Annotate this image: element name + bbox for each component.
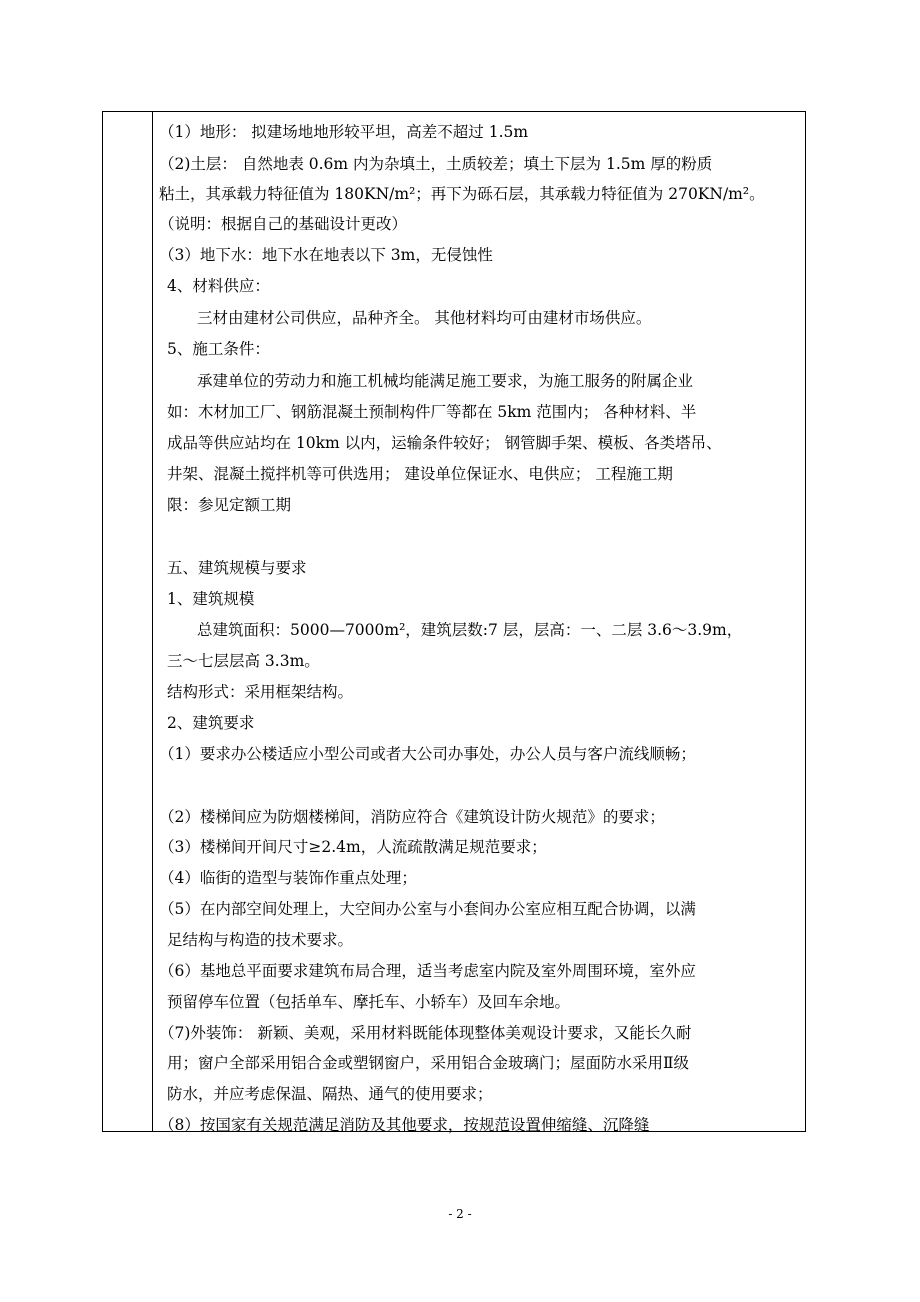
text-line: （7)外装饰： 新颖、美观，采用材料既能体现整体美观设计要求，又能长久耐 bbox=[159, 1024, 692, 1042]
text-line: （6）基地总平面要求建筑布局合理，适当考虑室内院及室外周围环境，室外应 bbox=[159, 962, 696, 980]
section-heading: 1、建筑规模 bbox=[167, 590, 255, 608]
text-line: 三材由建材公司供应，品种齐全。 其他材料均可由建材市场供应。 bbox=[197, 309, 652, 327]
section-heading: 4、材料供应： bbox=[167, 277, 270, 295]
section-heading: 5、施工条件： bbox=[167, 340, 270, 358]
text-line: 结构形式：采用框架结构。 bbox=[167, 683, 354, 701]
text-line: （说明：根据自己的基础设计更改） bbox=[159, 215, 408, 233]
section-heading: 五、建筑规模与要求 bbox=[167, 559, 307, 577]
text-line: （8）按国家有关规范满足消防及其他要求，按规范设置伸缩缝、沉降缝 bbox=[159, 1116, 650, 1134]
text-line: 足结构与构造的技术要求。 bbox=[167, 931, 354, 949]
text-line: （2)土层： 自然地表 0.6m 内为杂填土，土质较差；填土下层为 1.5m 厚的粉质 bbox=[159, 155, 713, 173]
text-line: （4）临街的造型与装饰作重点处理； bbox=[159, 869, 417, 887]
text-line: 用；窗户全部采用铝合金或塑钢窗户，采用铝合金玻璃门；屋面防水采用Ⅱ级 bbox=[167, 1054, 690, 1072]
text-line: 防水，并应考虑保温、隔热、通气的使用要求； bbox=[167, 1085, 493, 1103]
text-line: 如：木材加工厂、钢筋混凝土预制构件厂等都在 5km 范围内； 各种材料、半 bbox=[167, 403, 697, 421]
text-line: 限：参见定额工期 bbox=[167, 496, 292, 514]
text-line: （2）楼梯间应为防烟楼梯间，消防应符合《建筑设计防火规范》的要求； bbox=[159, 808, 665, 826]
text-line: （1）要求办公楼适应小型公司或者大公司办事处，办公人员与客户流线顺畅； bbox=[159, 745, 696, 763]
text-line: （3）楼梯间开间尺寸≥2.4m，人流疏散满足规范要求； bbox=[159, 838, 547, 856]
text-line: （5）在内部空间处理上，大空间办公室与小套间办公室应相互配合协调，以满 bbox=[159, 900, 696, 918]
text-line: 总建筑面积：5000—7000m²，建筑层数:7 层，层高：一、二层 3.6～3.9m， bbox=[197, 621, 743, 639]
table-left-column bbox=[103, 112, 153, 1131]
text-line: 井架、混凝土搅拌机等可供选用； 建设单位保证水、电供应； 工程施工期 bbox=[167, 465, 673, 483]
text-line: （3）地下水：地下水在地表以下 3m，无侵蚀性 bbox=[159, 246, 493, 264]
text-line: 粘土，其承载力特征值为 180KN/m²；再下为砾石层，其承载力特征值为 270KN/m²。 bbox=[159, 185, 765, 203]
text-line: 成品等供应站均在 10km 以内，运输条件较好； 钢管脚手架、模板、各类塔吊、 bbox=[167, 434, 722, 452]
text-line: （1）地形： 拟建场地地形较平坦，高差不超过 1.5m bbox=[159, 123, 529, 141]
text-line: 承建单位的劳动力和施工机械均能满足施工要求，为施工服务的附属企业 bbox=[197, 372, 694, 390]
section-heading: 2、建筑要求 bbox=[167, 714, 255, 732]
text-line: 三～七层层高 3.3m。 bbox=[167, 652, 320, 670]
document-table bbox=[102, 111, 806, 1132]
page-number: - 2 - bbox=[448, 1207, 472, 1221]
text-line: 预留停车位置（包括单车、摩托车、小轿车）及回车余地。 bbox=[167, 993, 571, 1011]
